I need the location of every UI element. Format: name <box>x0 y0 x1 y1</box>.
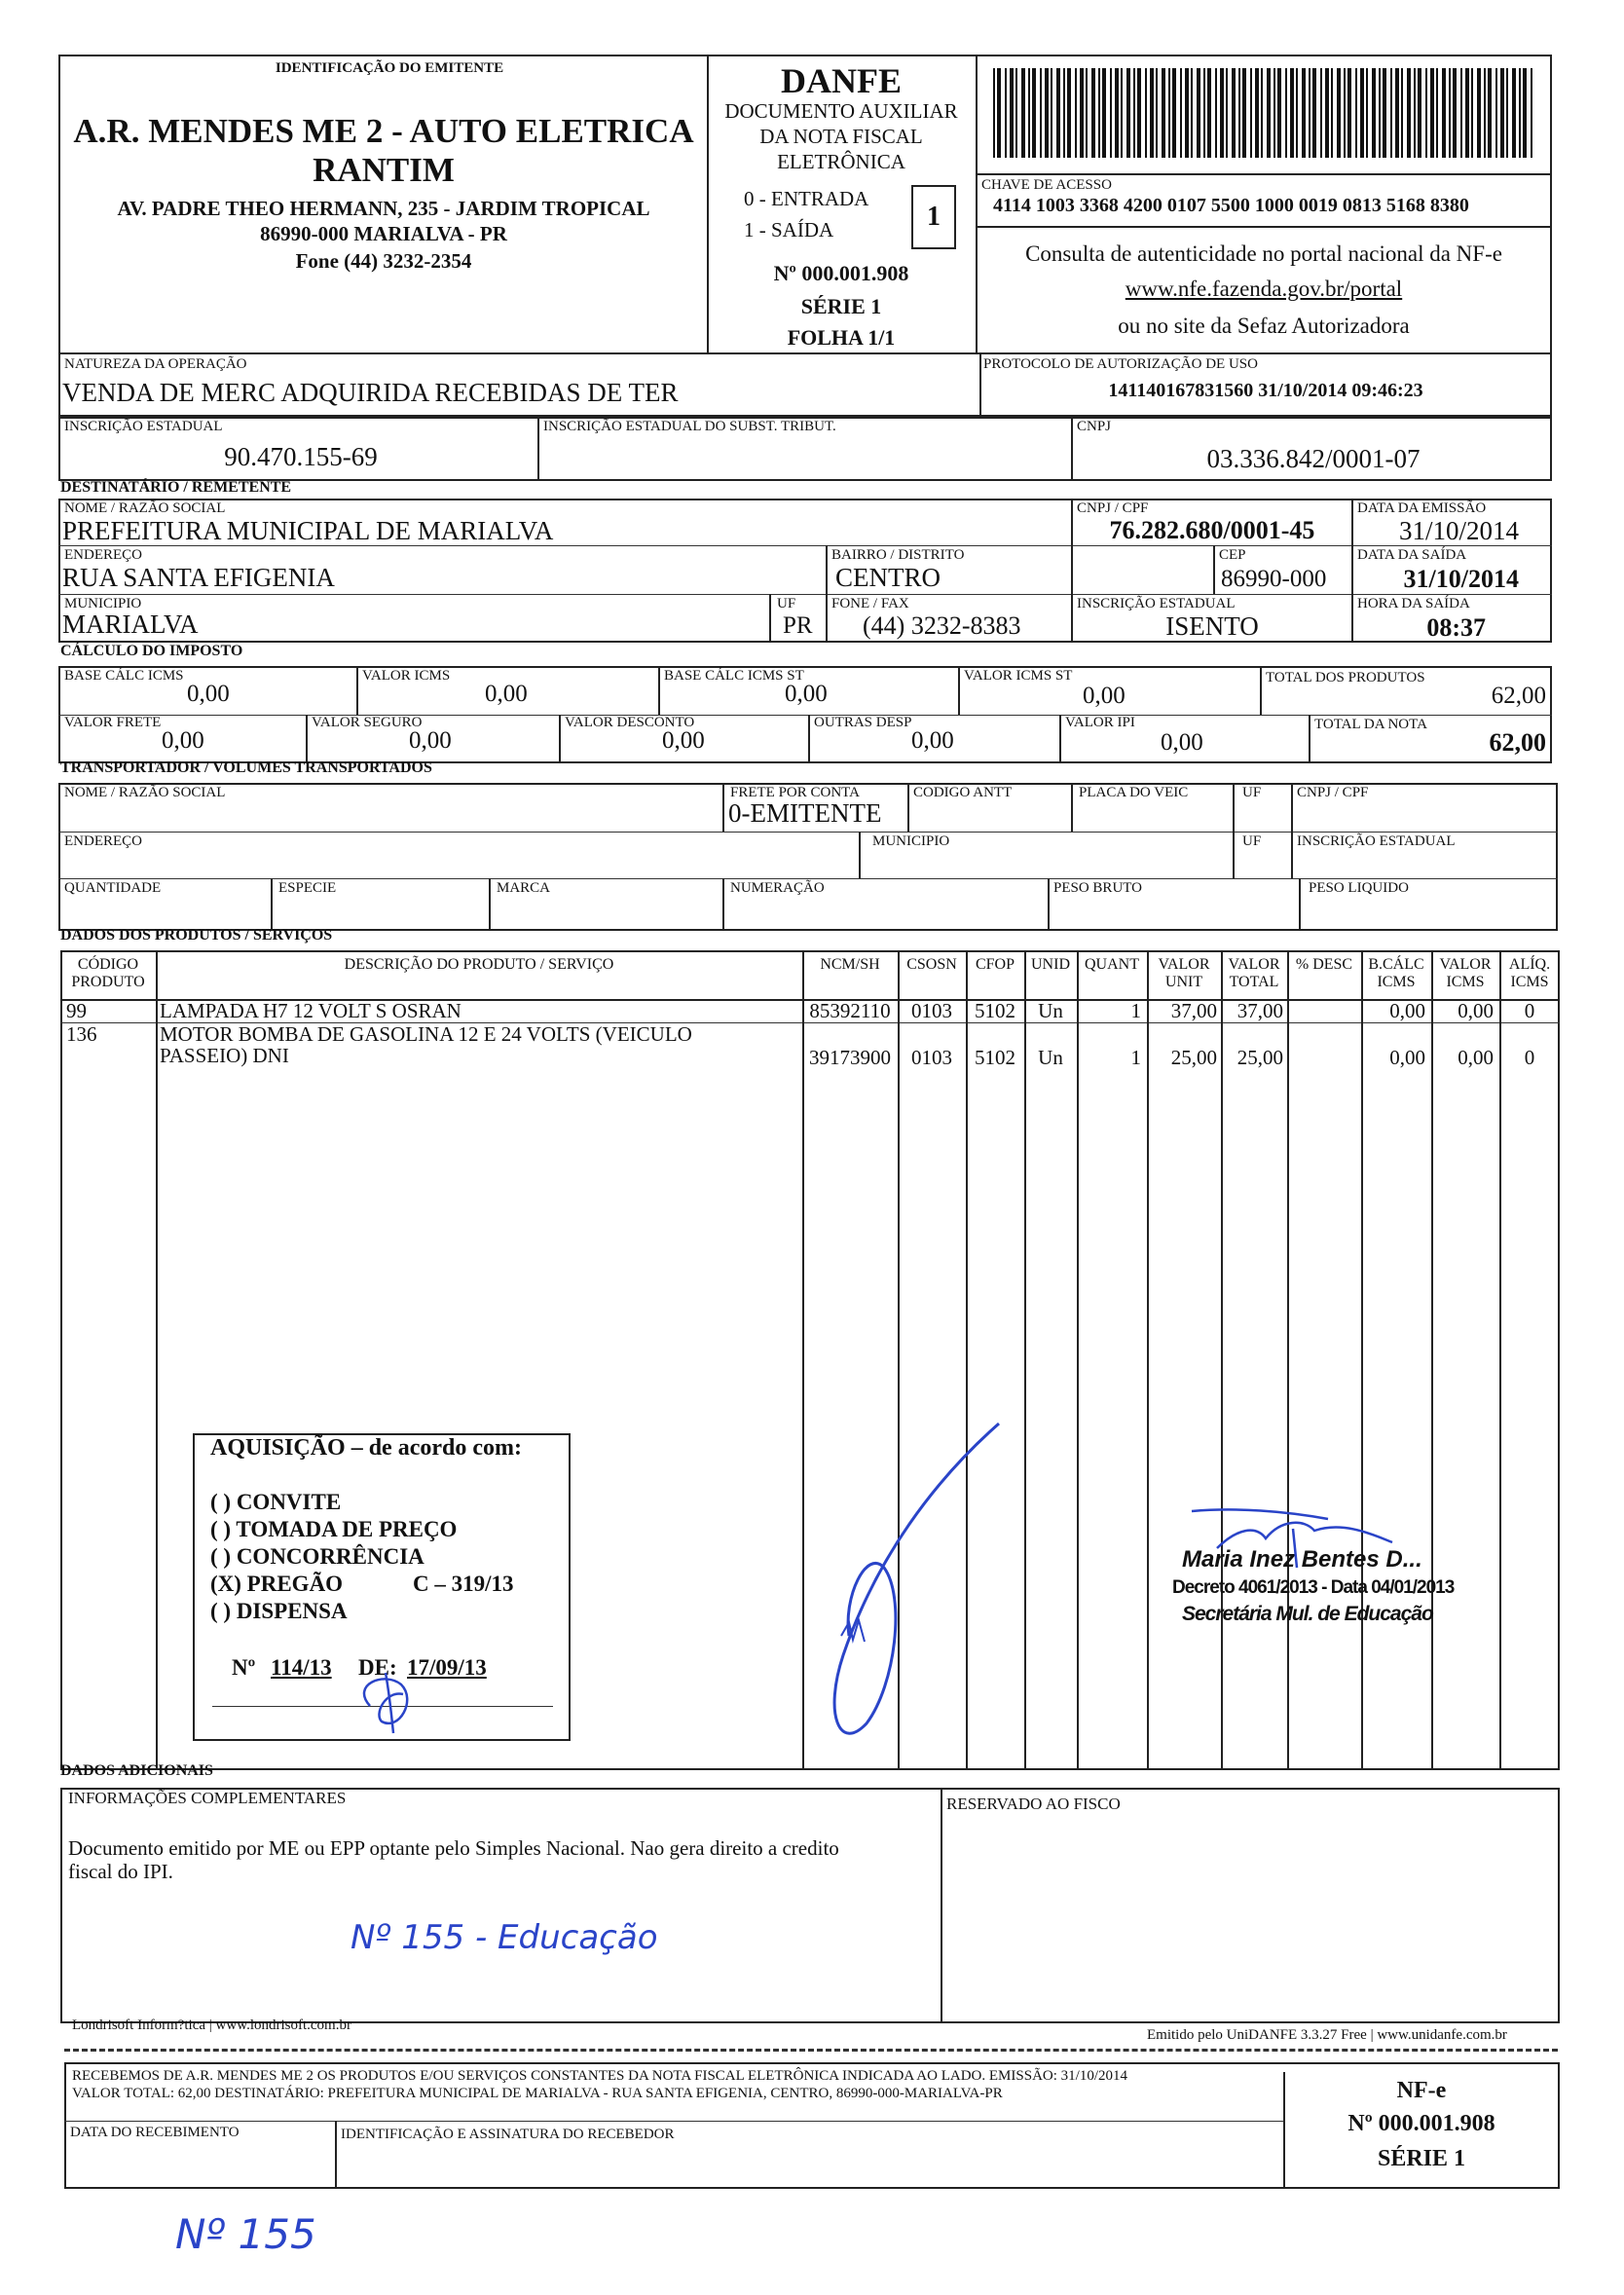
handwritten-note: Nº 155 - Educação <box>351 1918 658 1957</box>
dest-ie-label: INSCRIÇÃO ESTADUAL <box>1077 596 1236 611</box>
secretaria-decreto: Decreto 4061/2013 - Data 04/01/2013 <box>1172 1577 1455 1598</box>
cell-ncm: 39173900 <box>809 1046 891 1069</box>
stamp-opt-convite: ( ) CONVITE <box>210 1490 342 1514</box>
cell-cfop: 5102 <box>975 1046 1015 1069</box>
dest-endereco-label: ENDEREÇO <box>64 547 142 563</box>
cell-vtotal: 37,00 <box>1236 999 1283 1022</box>
cell-descricao: MOTOR BOMBA DE GASOLINA 12 E 24 VOLTS (VEICULO <box>160 1022 692 1046</box>
cnpj-label: CNPJ <box>1077 419 1112 434</box>
stamp-num: 114/13 <box>271 1655 332 1680</box>
transportador-section: TRANSPORTADOR / VOLUMES TRANSPORTADOS <box>60 759 432 776</box>
transp-quantidade-label: QUANTIDADE <box>64 880 162 896</box>
base-icms-label: BASE CÁLC ICMS <box>64 668 184 684</box>
adicionais-box <box>60 1788 1560 2023</box>
outras-label: OUTRAS DESP <box>814 715 912 730</box>
transp-uf-label: UF <box>1242 785 1262 800</box>
danfe-numero: Nº 000.001.908 <box>773 261 909 285</box>
transp-cnpj-label: CNPJ / CPF <box>1297 785 1369 800</box>
transp-numeracao-label: NUMERAÇÃO <box>730 880 825 896</box>
dest-nome: PREFEITURA MUNICIPAL DE MARIALVA <box>62 516 554 545</box>
info-complementares-label: INFORMAÇÕES COMPLEMENTARES <box>68 1789 347 1807</box>
cell-csosn: 0103 <box>911 999 952 1022</box>
emitente-header: IDENTIFICAÇÃO DO EMITENTE <box>275 60 504 76</box>
col-desc: % DESC <box>1295 956 1353 973</box>
seguro: 0,00 <box>409 727 452 754</box>
bottom-handwritten-note: Nº 155 <box>175 2210 316 2258</box>
emitente-address: AV. PADRE THEO HERMANN, 235 - JARDIM TROPICAL <box>117 197 650 220</box>
stamp-de: 17/09/13 <box>407 1655 487 1680</box>
chave-label: CHAVE DE ACESSO <box>981 177 1112 193</box>
danfe-folha: FOLHA 1/1 <box>787 325 896 350</box>
transp-ie-label: INSCRIÇÃO ESTADUAL <box>1297 833 1456 849</box>
emitente-phone: Fone (44) 3232-2354 <box>295 249 472 273</box>
dest-saida-label: DATA DA SAÍDA <box>1357 547 1467 563</box>
cell-codigo: 136 <box>66 1022 97 1046</box>
dest-bairro-label: BAIRRO / DISTRITO <box>831 547 965 563</box>
danfe-subtitle-2: DA NOTA FISCAL <box>759 125 923 148</box>
stamp-title: AQUISIÇÃO – de acordo com: <box>210 1435 522 1461</box>
dest-cep: 86990-000 <box>1221 566 1327 592</box>
footer-left: Londrisoft Inform?tica | www.londrisoft.com.br <box>72 2017 351 2033</box>
transp-frete: 0-EMITENTE <box>728 798 882 828</box>
cell-ncm: 85392110 <box>809 999 891 1022</box>
dest-emissao-label: DATA DA EMISSÃO <box>1357 500 1487 516</box>
total-produtos: 62,00 <box>1491 683 1546 709</box>
cell-vicms: 0,00 <box>1458 999 1494 1022</box>
valor-icms-label: VALOR ICMS <box>362 668 451 684</box>
portal-link[interactable]: www.nfe.fazenda.gov.br/portal <box>1125 277 1403 301</box>
cell-cfop: 5102 <box>975 999 1015 1022</box>
col-quant: QUANT <box>1085 956 1139 973</box>
total-nota-label: TOTAL DA NOTA <box>1314 717 1427 732</box>
total-nota: 62,00 <box>1489 728 1546 757</box>
cell-vunit: 37,00 <box>1170 999 1217 1022</box>
cell-descricao: LAMPADA H7 12 VOLT S OSRAN <box>160 999 461 1022</box>
transp-uf2-label: UF <box>1242 833 1262 849</box>
danfe-serie: SÉRIE 1 <box>800 294 882 318</box>
cell-unid: Un <box>1038 1046 1063 1069</box>
cell-descricao-2: PASSEIO) DNI <box>160 1044 289 1067</box>
cell-unid: Un <box>1038 999 1063 1022</box>
desconto-label: VALOR DESCONTO <box>565 715 695 730</box>
transp-municipio-label: MUNICIPIO <box>872 833 950 849</box>
transp-endereco-label: ENDEREÇO <box>64 833 142 849</box>
protocolo-label: PROTOCOLO DE AUTORIZAÇÃO DE USO <box>983 356 1258 372</box>
cut-line <box>64 2049 1558 2052</box>
adicionais-section: DADOS ADICIONAIS <box>60 1762 213 1779</box>
frete: 0,00 <box>162 727 204 754</box>
ipi: 0,00 <box>1161 729 1203 756</box>
transp-peso-bruto-label: PESO BRUTO <box>1053 880 1142 896</box>
dest-municipio-label: MUNICIPIO <box>64 596 142 611</box>
cell-vunit: 25,00 <box>1170 1046 1217 1069</box>
secretaria-name: Maria Inez Bentes D... <box>1182 1546 1422 1573</box>
seguro-label: VALOR SEGURO <box>312 715 423 730</box>
chave-value: 4114 1003 3368 4200 0107 5500 1000 0019 0813 5168 8380 <box>993 195 1469 216</box>
dest-hora-label: HORA DA SAÍDA <box>1357 596 1470 611</box>
dest-bairro: CENTRO <box>835 563 941 592</box>
dest-saida: 31/10/2014 <box>1403 565 1519 593</box>
ie-value: 90.470.155-69 <box>224 442 378 471</box>
cell-quant: 1 <box>1130 1046 1141 1069</box>
imposto-section: CÁLCULO DO IMPOSTO <box>60 643 243 659</box>
dest-emissao: 31/10/2014 <box>1398 516 1519 545</box>
cell-codigo: 99 <box>66 999 87 1022</box>
dest-uf-label: UF <box>777 596 796 611</box>
transp-antt-label: CODIGO ANTT <box>913 785 1013 800</box>
stamp-opt-tomada: ( ) TOMADA DE PREÇO <box>210 1517 458 1541</box>
cell-vtotal: 25,00 <box>1236 1046 1283 1069</box>
col-vtotal: VALOR TOTAL <box>1228 956 1280 990</box>
dest-hora: 08:37 <box>1426 613 1486 642</box>
dest-cnpj-label: CNPJ / CPF <box>1077 500 1149 516</box>
canhoto-data-label: DATA DO RECEBIMENTO <box>70 2125 240 2140</box>
danfe-title: DANFE <box>781 61 902 100</box>
cnpj-value: 03.336.842/0001-07 <box>1206 444 1421 473</box>
transp-marca-label: MARCA <box>497 880 551 896</box>
col-vunit: VALOR UNIT <box>1158 956 1210 990</box>
col-codigo: CÓDIGO PRODUTO <box>71 956 145 990</box>
stamp-pregao-ref: C – 319/13 <box>413 1572 514 1596</box>
canhoto-nfe: NF-e <box>1396 2078 1447 2103</box>
ie-label: INSCRIÇÃO ESTADUAL <box>64 419 223 434</box>
canhoto-serie: SÉRIE 1 <box>1377 2146 1466 2171</box>
valor-st-label: VALOR ICMS ST <box>964 668 1073 684</box>
stamp-num-label: Nº <box>232 1655 256 1680</box>
col-unid: UNID <box>1031 956 1070 973</box>
transp-nome-label: NOME / RAZÃO SOCIAL <box>64 785 226 800</box>
col-csosn: CSOSN <box>906 956 957 973</box>
destinatario-section: DESTINATÁRIO / REMETENTE <box>60 479 292 496</box>
danfe-entrada: 0 - ENTRADA <box>744 187 869 210</box>
dest-fone: (44) 3232-8383 <box>863 611 1021 640</box>
emitente-name: A.R. MENDES ME 2 - AUTO ELETRICA <box>73 112 694 150</box>
cell-aliq: 0 <box>1524 999 1535 1022</box>
cell-csosn: 0103 <box>911 1046 952 1069</box>
natureza-label: NATUREZA DA OPERAÇÃO <box>64 356 247 372</box>
secretaria-title: Secretária Mul. de Educação <box>1182 1603 1433 1625</box>
dest-municipio: MARIALVA <box>62 610 199 639</box>
base-st-label: BASE CÁLC ICMS ST <box>664 668 804 684</box>
col-bcalc: B.CÁLC ICMS <box>1368 956 1424 990</box>
cell-vicms: 0,00 <box>1458 1046 1494 1069</box>
dest-ie: ISENTO <box>1165 611 1259 641</box>
desconto: 0,00 <box>662 727 705 754</box>
base-st: 0,00 <box>785 681 828 707</box>
canhoto-text-2: VALOR TOTAL: 62,00 DESTINATÁRIO: PREFEITURA MUNICIPAL DE MARIALVA - RUA SANTA EFIGENIA, CENTRO, 86990-000-MARIALVA-PR <box>72 2086 1003 2101</box>
cell-bcalc: 0,00 <box>1389 1046 1425 1069</box>
canhoto-text-1: RECEBEMOS DE A.R. MENDES ME 2 OS PRODUTOS E/OU SERVIÇOS CONSTANTES DA NOTA FISCAL ELETRÔNICA INDICADA AO LADO. EMISSÃO: 31/10/2014 <box>72 2068 1127 2084</box>
info-line-1: Documento emitido por ME ou EPP optante pelo Simples Nacional. Nao gera direito a credito <box>68 1836 839 1860</box>
ie-st-label: INSCRIÇÃO ESTADUAL DO SUBST. TRIBUT. <box>543 419 836 434</box>
frete-label: VALOR FRETE <box>64 715 162 730</box>
col-vicms: VALOR ICMS <box>1439 956 1492 990</box>
dest-cnpj: 76.282.680/0001-45 <box>1109 516 1315 544</box>
col-aliq: ALÍQ. ICMS <box>1508 956 1551 990</box>
transp-peso-liquido-label: PESO LIQUIDO <box>1309 880 1409 896</box>
danfe-subtitle-1: DOCUMENTO AUXILIAR <box>724 99 958 123</box>
col-ncm: NCM/SH <box>820 956 880 973</box>
emitente-city: 86990-000 MARIALVA - PR <box>260 222 507 245</box>
natureza-value: VENDA DE MERC ADQUIRIDA RECEBIDAS DE TER <box>62 378 679 407</box>
dest-fone-label: FONE / FAX <box>831 596 909 611</box>
danfe-tipo-box: 1 <box>911 185 956 249</box>
outras: 0,00 <box>911 727 954 754</box>
stamp-opt-dispensa: ( ) DISPENSA <box>210 1599 348 1623</box>
stamp-opt-concorrencia: ( ) CONCORRÊNCIA <box>210 1544 424 1569</box>
transp-especie-label: ESPECIE <box>278 880 337 896</box>
ipi-label: VALOR IPI <box>1065 715 1135 730</box>
stamp-de-label: DE: <box>358 1655 397 1680</box>
canhoto-numero: Nº 000.001.908 <box>1347 2111 1495 2136</box>
consulta-text-2: ou no site da Sefaz Autorizadora <box>1118 314 1410 338</box>
cell-aliq: 0 <box>1524 1046 1535 1069</box>
danfe-subtitle-3: ELETRÔNICA <box>777 150 905 173</box>
info-line-2: fiscal do IPI. <box>68 1860 173 1883</box>
dest-cep-label: CEP <box>1219 547 1246 563</box>
valor-icms: 0,00 <box>485 681 528 707</box>
valor-st: 0,00 <box>1083 683 1126 709</box>
danfe-saida: 1 - SAÍDA <box>744 218 834 241</box>
col-descricao: DESCRIÇÃO DO PRODUTO / SERVIÇO <box>344 956 614 973</box>
consulta-text: Consulta de autenticidade no portal nacional da NF-e <box>1025 241 1502 266</box>
base-icms: 0,00 <box>187 681 230 707</box>
stamp-opt-pregao: (X) PREGÃO <box>210 1572 344 1596</box>
dest-uf: PR <box>783 612 813 639</box>
dest-endereco: RUA SANTA EFIGENIA <box>62 563 335 592</box>
total-produtos-label: TOTAL DOS PRODUTOS <box>1266 670 1425 685</box>
transp-placa-label: PLACA DO VEIC <box>1079 785 1189 800</box>
dest-nome-label: NOME / RAZÃO SOCIAL <box>64 500 226 516</box>
emitente-name-2: RANTIM <box>313 151 455 189</box>
produtos-section: DADOS DOS PRODUTOS / SERVIÇOS <box>60 927 333 944</box>
transp-frete-label: FRETE POR CONTA <box>730 785 860 800</box>
canhoto-ident-label: IDENTIFICAÇÃO E ASSINATURA DO RECEBEDOR <box>341 2127 675 2142</box>
cell-bcalc: 0,00 <box>1389 999 1425 1022</box>
cell-quant: 1 <box>1130 999 1141 1022</box>
fisco-label: RESERVADO AO FISCO <box>946 1795 1121 1813</box>
protocolo-value: 141140167831560 31/10/2014 09:46:23 <box>1108 380 1423 401</box>
footer-right: Emitido pelo UniDANFE 3.3.27 Free | www.unidanfe.com.br <box>1147 2027 1507 2043</box>
col-cfop: CFOP <box>975 956 1015 973</box>
